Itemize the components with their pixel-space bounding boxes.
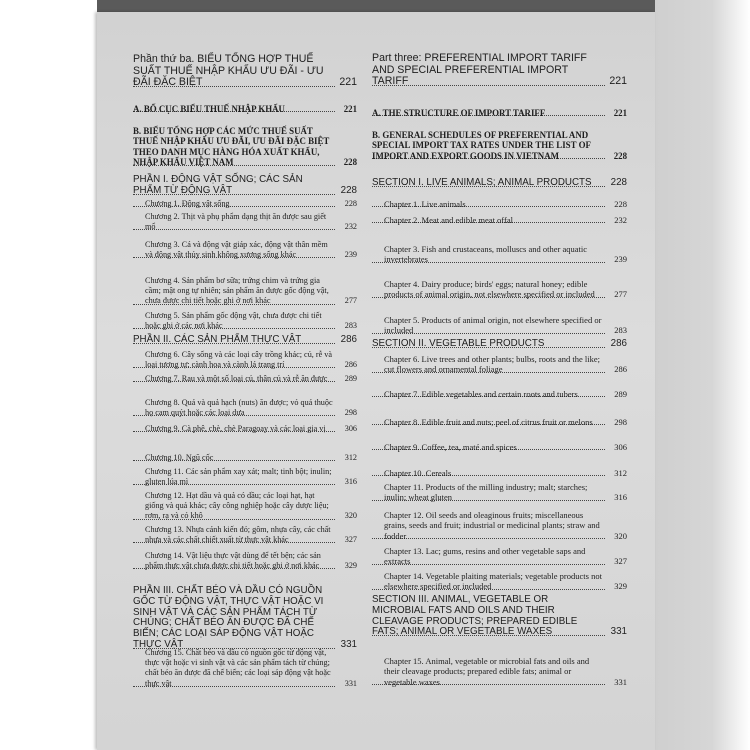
toc-entry-page: 239 — [614, 254, 627, 265]
toc-entry-text: PHẦN I. ĐỘNG VẬT SỐNG; CÁC SẢN PHẨM TỪ ĐỘNG VẬT — [133, 174, 303, 196]
toc-entry-page: 298 — [614, 417, 627, 427]
toc-entry — [133, 199, 357, 209]
toc-entry-text: Chapter 15. Animal, vegetable or microbial fats and oils and their cleavage products; prepared edible fats; animal or vegetable waxes — [384, 656, 590, 687]
toc-entry — [372, 130, 627, 161]
toc-entry — [372, 199, 627, 209]
toc-entry-page: 221 — [343, 104, 357, 114]
toc-entry-page: 221 — [339, 76, 357, 89]
toc-entry-page: 228 — [614, 199, 627, 209]
toc-entry-page: 331 — [344, 678, 357, 688]
toc-entry-text: Chapter 12. Oil seeds and oleaginous fruits; miscellaneous grains, seeds and fruit; industrial or medicinal plants; straw and fodder — [384, 510, 600, 541]
book-page — [97, 12, 655, 750]
toc-entry-text: Chapter 11. Products of the milling industry; malt; starches; inulin; wheat gluten — [384, 482, 588, 503]
toc-entry-page: 329 — [344, 561, 357, 571]
toc-entry — [133, 648, 357, 689]
toc-entry — [133, 424, 357, 434]
toc-entry — [133, 350, 357, 370]
toc-entry — [372, 53, 627, 88]
toc-entry — [133, 175, 357, 197]
toc-entry — [372, 442, 627, 452]
toc-entry-page: 277 — [614, 289, 627, 300]
toc-entry-text: Chương 3. Cá và động vật giáp xác, động vật thân mềm và động vật thủy sinh không xương sống khác — [145, 240, 328, 260]
toc-entry-page: 228 — [343, 157, 357, 168]
toc-entry-text: Chương 9. Cà phê, chè, chè Paragoay và các loại gia vị — [145, 424, 326, 433]
toc-entry-text: A. THE STRUCTURE OF IMPORT TARIFF — [372, 108, 546, 118]
toc-entry-text: Chapter 5. Products of animal origin, not elsewhere specified or included — [384, 315, 602, 336]
toc-entry-page: 289 — [614, 389, 627, 399]
toc-entry — [372, 546, 627, 567]
toc-entry-page: 277 — [344, 296, 357, 306]
toc-entry-page: 329 — [614, 581, 627, 592]
toc-entry-text: Chapter 6. Live trees and other plants; bulbs, roots and the like; cut flowers and ornamental foliage — [384, 354, 600, 375]
toc-entry-page: 331 — [610, 626, 627, 638]
toc-entry-text: Chương 7. Rau và một số loại củ, thân củ và rễ ăn được — [145, 374, 328, 383]
toc-entry — [133, 240, 357, 260]
toc-entry — [133, 104, 357, 114]
toc-entry-page: 298 — [344, 408, 357, 418]
toc-entry-text: Chapter 14. Vegetable plaiting materials; vegetable products not elsewhere specified or included — [384, 571, 602, 592]
toc-entry — [372, 215, 627, 225]
toc-entry-page: 316 — [614, 492, 627, 503]
toc-entry — [372, 510, 627, 541]
toc-entry-text: SECTION I. LIVE ANIMALS; ANIMAL PRODUCTS — [372, 177, 592, 188]
toc-entry-page: 289 — [344, 374, 357, 383]
toc-entry — [372, 468, 627, 478]
toc-entry — [372, 244, 627, 265]
toc-entry-page: 320 — [344, 511, 357, 521]
toc-entry-page: 312 — [614, 468, 627, 478]
toc-column-english — [372, 12, 627, 750]
toc-entry-text: Chương 2. Thịt và phụ phẩm dạng thịt ăn được sau giết mổ — [145, 212, 327, 232]
toc-entry — [133, 126, 357, 168]
toc-entry — [372, 595, 627, 638]
toc-entry — [133, 551, 357, 571]
toc-entry — [372, 108, 627, 118]
toc-entry-page: 286 — [610, 338, 627, 349]
toc-entry-page: 331 — [614, 676, 627, 687]
toc-entry-text: Chapter 4. Dairy produce; birds' eggs; natural honey; edible products of animal origin, not elsewhere specified or included — [384, 279, 595, 300]
toc-entry-text: Chương 13. Nhựa cánh kiến đỏ; gôm, nhựa cây, các chất nhựa và các chất chiết xuất từ thực vật khác — [145, 525, 331, 545]
toc-entry — [133, 491, 357, 522]
toc-entry-text: Chương 6. Cây sống và các loại cây trồng khác; củ, rễ và loại tương tự; cành hoa và cành lá trang trí — [145, 350, 333, 370]
toc-entry — [372, 279, 627, 300]
toc-entry-page: 331 — [340, 638, 357, 650]
toc-entry-page: 316 — [344, 477, 357, 487]
toc-entry — [372, 482, 627, 503]
toc-entry — [372, 571, 627, 592]
toc-entry-page: 221 — [609, 75, 627, 88]
toc-entry-page: 320 — [614, 530, 627, 541]
toc-entry-text: Chương 8. Quả và quả hạch (nuts) ăn được; vỏ quả thuộc họ cam quýt hoặc các loại dưa — [145, 398, 333, 418]
toc-entry — [133, 212, 357, 232]
toc-entry-page: 286 — [344, 360, 357, 370]
toc-entry-page: 306 — [344, 424, 357, 433]
toc-entry — [133, 398, 357, 418]
toc-entry-page: 327 — [344, 535, 357, 545]
toc-entry-text: Phần thứ ba. BIỂU TỔNG HỢP THUẾ SUẤT THUẾ NHẬP KHẨU ƯU ĐÃI - ƯU ĐÃI ĐẶC BIỆT — [133, 53, 324, 89]
toc-entry-page: 228 — [340, 184, 357, 196]
toc-entry-page: 232 — [344, 222, 357, 232]
toc-entry-text: Chương 4. Sản phẩm bơ sữa; trứng chim và trứng gia cầm; mật ong tự nhiên; sản phẩm ăn được gốc động vật, chưa được chi tiết hoặc ghi ở nơi khác — [145, 276, 329, 306]
toc-entry — [372, 656, 627, 687]
toc-entry-page: 239 — [344, 250, 357, 260]
toc-entry — [133, 276, 357, 307]
toc-entry — [133, 525, 357, 545]
toc-entry-text: Chapter 2. Meat and edible meat offal — [384, 215, 513, 225]
toc-entry-page: 228 — [610, 177, 627, 188]
toc-entry-text: B. GENERAL SCHEDULES OF PREFERENTIAL AND SPECIAL IMPORT TAX RATES UNDER THE LIST OF IMPORT AND EXPORT GOODS IN VIETNAM — [372, 130, 591, 161]
toc-entry-page: 306 — [614, 442, 627, 452]
toc-entry — [372, 354, 627, 375]
toc-entry-text: SECTION III. ANIMAL, VEGETABLE OR MICROBIAL FATS AND OILS AND THEIR CLEAVAGE PRODUCTS; PREPARED EDIBLE FATS; ANIMAL OR VEGETABLE WAXES — [372, 594, 578, 638]
toc-entry — [372, 315, 627, 336]
photo-background-right — [655, 0, 750, 750]
toc-entry — [133, 586, 357, 651]
toc-entry-page: 232 — [614, 215, 627, 225]
toc-entry-text: Chương 1. Động vật sống — [145, 199, 230, 208]
toc-entry-text: B. BIỂU TỔNG HỢP CÁC MỨC THUẾ SUẤT THUẾ NHẬP KHẨU ƯU ĐÃI, ƯU ĐÃI ĐẶC BIỆT THEO DANH MỤC HÀNG HÓA XUẤT KHẨU, NHẬP KHẨU VIỆT NAM — [133, 126, 330, 168]
toc-entry — [133, 453, 357, 463]
toc-entry-text: PHẦN III. CHẤT BÉO VÀ DẦU CÓ NGUỒN GỐC TỪ ĐỘNG VẬT, THỰC VẬT HOẶC VI SINH VẬT VÀ CÁC SẢN PHẨM TÁCH TỪ CHÚNG; CHẤT BÉO ĂN ĐƯỢC ĐÃ CHẾ BIẾN; CÁC LOẠI SÁP ĐỘNG VẬT HOẶC THỰC VẬT — [133, 585, 324, 650]
toc-entry — [372, 178, 627, 189]
toc-entry-text: Chapter 9. Coffee, tea, maté and spices — [384, 442, 517, 452]
toc-entry-page: 286 — [340, 334, 357, 345]
toc-entry-text: SECTION II. VEGETABLE PRODUCTS — [372, 338, 545, 349]
toc-entry — [372, 339, 627, 350]
toc-entry-text: Chương 12. Hạt dầu và quả có dầu; các loại hạt, hạt giống và quả khác; cây công nghiệp hoặc cây dược liệu; rơm, rạ và cỏ khô — [145, 491, 329, 521]
toc-entry-text: Chương 15. Chất béo và dầu có nguồn gốc từ động vật, thực vật hoặc vi sinh vật và các sản phẩm tách từ chúng; chất béo ăn được đã chế biến; các loại sáp động vật hoặc thực vật — [145, 648, 331, 688]
photo-background-left — [0, 0, 97, 750]
toc-entry-text: Chapter 3. Fish and crustaceans, molluscs and other aquatic invertebrates — [384, 244, 587, 265]
toc-entry-text: Chapter 10. Cereals — [384, 468, 452, 478]
toc-entry-text: Chapter 1. Live animals — [384, 199, 466, 209]
toc-entry — [133, 374, 357, 384]
toc-entry — [133, 335, 357, 346]
toc-entry-page: 286 — [614, 364, 627, 375]
toc-column-vietnamese — [133, 12, 357, 750]
toc-entry-text: Chương 11. Các sản phẩm xay xát; malt; tinh bột; inulin; gluten lúa mì — [145, 467, 332, 487]
toc-entry-text: A. BỐ CỤC BIỂU THUẾ NHẬP KHẨU — [133, 104, 285, 114]
toc-entry-page: 283 — [344, 321, 357, 331]
toc-entry-text: Chương 10. Ngũ cốc — [145, 453, 214, 462]
toc-entry-page: 228 — [344, 199, 357, 208]
toc-entry-page: 327 — [614, 556, 627, 567]
toc-entry-page: 228 — [613, 150, 627, 161]
toc-entry — [133, 311, 357, 331]
toc-entry-text: Chapter 13. Lac; gums, resins and other vegetable saps and extracts — [384, 546, 586, 567]
toc-entry-text: Part three: PREFERENTIAL IMPORT TARIFF AND SPECIAL PREFERENTIAL IMPORT TARIFF — [372, 52, 587, 88]
toc-entry-page: 312 — [344, 453, 357, 462]
toc-entry-text: Chapter 8. Edible fruit and nuts; peel of citrus fruit or melons — [384, 417, 593, 427]
toc-entry — [133, 467, 357, 487]
toc-entry-page: 221 — [613, 108, 627, 118]
toc-entry — [372, 389, 627, 399]
toc-entry-page: 283 — [614, 325, 627, 336]
toc-entry-text: PHẦN II. CÁC SẢN PHẨM THỰC VẬT — [133, 334, 302, 345]
toc-entry-text: Chương 14. Vật liệu thực vật dùng để tết bện; các sản phẩm thực vật chưa được chi tiết hoặc ghi ở nơi khác — [145, 551, 321, 571]
toc-entry-text: Chapter 7. Edible vegetables and certain roots and tubers — [384, 389, 578, 399]
toc-entry-text: Chương 5. Sản phẩm gốc động vật, chưa được chi tiết hoặc ghi ở các nơi khác — [145, 311, 322, 331]
toc-entry — [133, 54, 357, 89]
toc-entry — [372, 417, 627, 427]
